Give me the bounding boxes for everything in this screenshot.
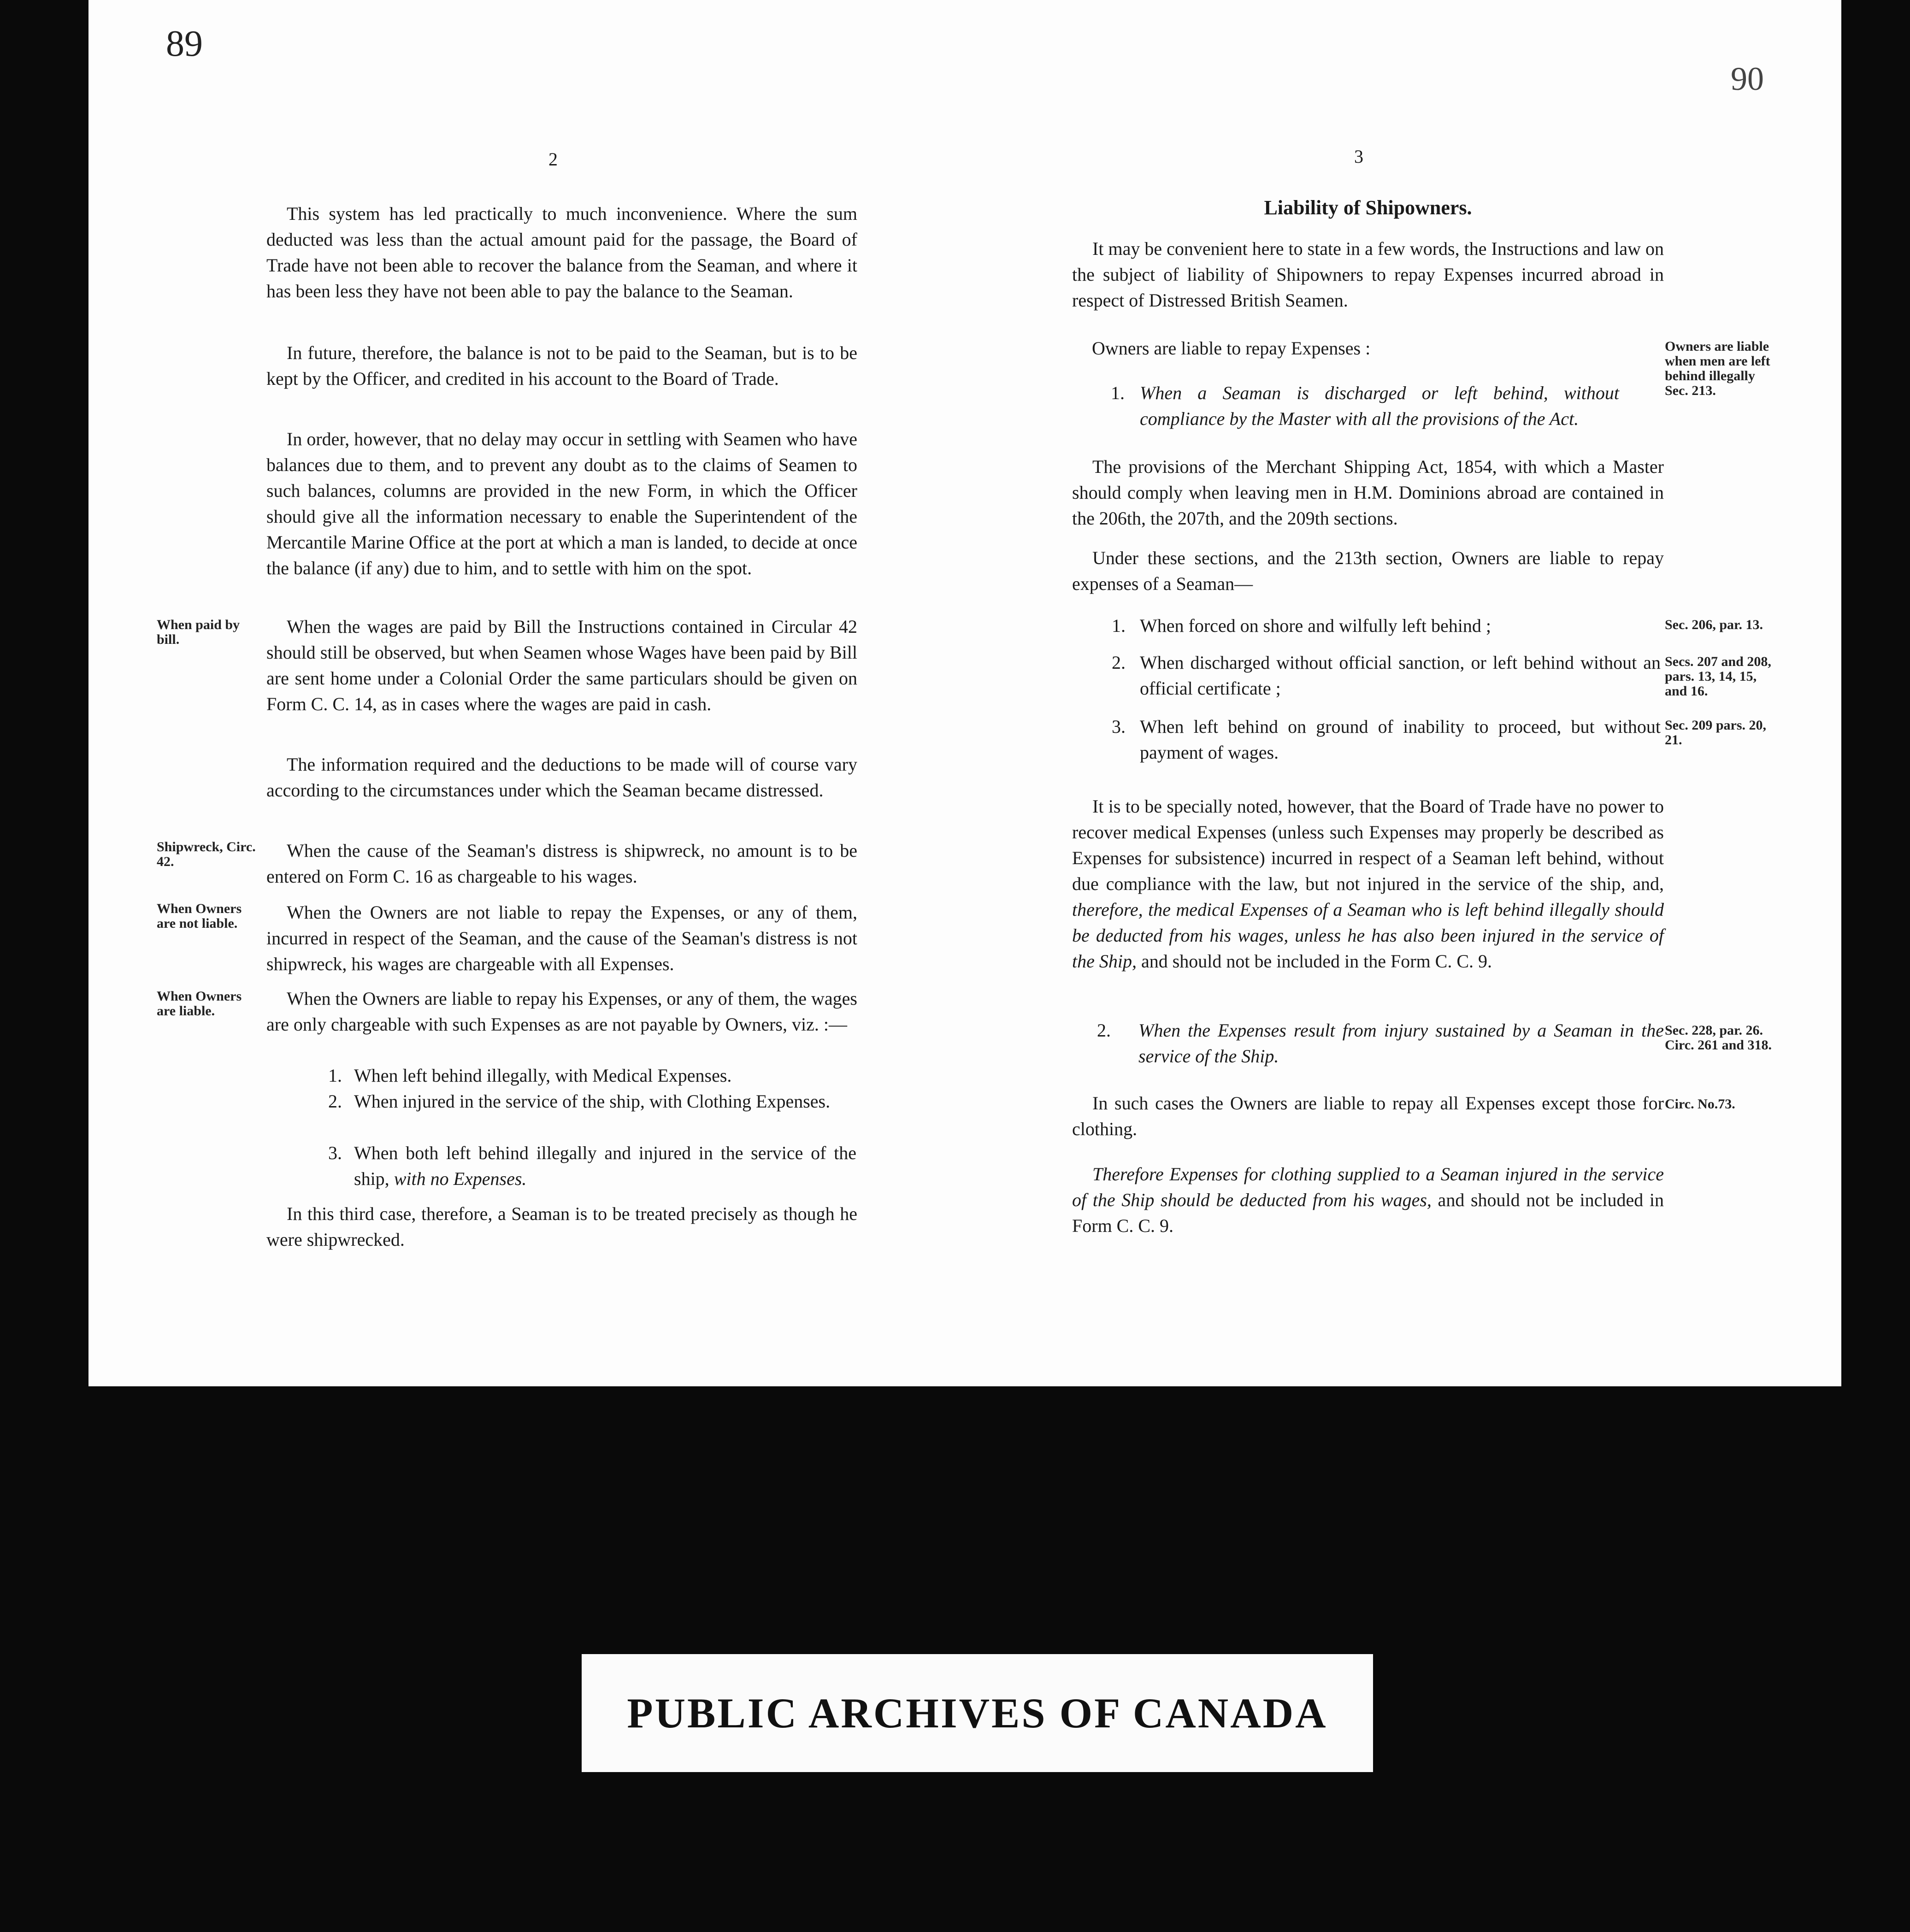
margin-note: Sec. 228, par. 26. Circ. 261 and 318. xyxy=(1665,1023,1772,1053)
paragraph: Owners are liable to repay Expenses : xyxy=(1092,338,1371,359)
list-item xyxy=(354,1140,856,1192)
paragraph-text: and should not be included in Form C. C. 9. xyxy=(1072,1190,1664,1236)
list-item: When left behind on ground of inability to proceed, but without payment of wages. xyxy=(1140,716,1661,763)
margin-note: Sec. 209 pars. 20, 21. xyxy=(1665,718,1766,748)
folio-number-left: 89 xyxy=(166,24,203,64)
paragraph: In future, therefore, the balance is not to be paid to the Seaman, but is to be kept by the Officer, and credited in his account to the Board of Trade. xyxy=(266,342,857,389)
list-item-emphasis: with no Expenses. xyxy=(394,1168,527,1189)
paragraph xyxy=(1072,1161,1664,1239)
page-number-left: 2 xyxy=(548,149,558,170)
list-number: 1. xyxy=(1112,615,1126,636)
list-item: When left behind illegally, with Medical Expenses. xyxy=(354,1065,732,1086)
margin-note: When paid by bill. xyxy=(157,617,240,647)
margin-note: When Owners are liable. xyxy=(157,989,242,1019)
list-number: 2. xyxy=(1112,652,1126,673)
paragraph-emphasis: Therefore Expenses for clothing supplied to a Seaman injured in the service of the Ship should be deducted from his wages, xyxy=(1072,1164,1664,1210)
paragraph: The provisions of the Merchant Shipping Act, 1854, with which a Master should comply when leaving men in H.M. Dominions abroad are contained in the 206th, the 207th, and the 209th sections. xyxy=(1072,456,1664,529)
list-item: When injured in the service of the ship, with Clothing Expenses. xyxy=(354,1091,831,1112)
list-number: 2. xyxy=(328,1091,342,1112)
archive-label: PUBLIC ARCHIVES OF CANADA xyxy=(582,1654,1373,1772)
paragraph-text: It is to be specially noted, however, that the Board of Trade have no power to recover medical Expenses (unless such Expenses may properly be described as Expenses for subsistence) incurred in respect of a Seaman left behind, without due compliance with the law, but not injured in the service of the ship, and, xyxy=(1072,796,1664,894)
paragraph xyxy=(1072,794,1664,974)
paragraph: In this third case, therefore, a Seaman is to be treated precisely as though he were shipwrecked. xyxy=(266,1203,857,1250)
list-number: 2. xyxy=(1097,1020,1111,1041)
list-item-text: When both left behind illegally and injured in the service of the ship, xyxy=(354,1143,856,1189)
list-item: When a Seaman is discharged or left behind, without compliance by the Master with all the provisions of the Act. xyxy=(1140,383,1619,429)
margin-note: Secs. 207 and 208, pars. 13, 14, 15, and 16. xyxy=(1665,654,1771,699)
section-title: Liability of Shipowners. xyxy=(1264,196,1472,219)
paragraph: In such cases the Owners are liable to repay all Expenses except those for clothing. xyxy=(1072,1093,1664,1139)
list-number: 1. xyxy=(1111,383,1125,403)
list-item: When forced on shore and wilfully left behind ; xyxy=(1140,615,1491,636)
paragraph: Under these sections, and the 213th section, Owners are liable to repay expenses of a Seaman— xyxy=(1072,548,1664,594)
paragraph: In order, however, that no delay may occur in settling with Seamen who have balances due to them, and to prevent any doubt as to the claims of Seamen to such balances, columns are provided in the new Form, in which the Officer should give all the information necessary to enable the Superintendent of the Mercantile Marine Office at the port at which a man is landed, to decide at once the balance (if any) due to him, and to settle with him on the spot. xyxy=(266,429,857,578)
margin-note: When Owners are not liable. xyxy=(157,901,242,931)
paragraph: When the Owners are not liable to repay the Expenses, or any of them, incurred in respect of the Seaman, and the cause of the Seaman's distress is not shipwreck, his wages are chargeable with all Expenses. xyxy=(266,902,857,974)
margin-note: Shipwreck, Circ. 42. xyxy=(157,839,256,869)
list-item: When the Expenses result from injury sustained by a Seaman in the service of the Ship. xyxy=(1138,1020,1664,1066)
margin-note: Circ. No.73. xyxy=(1665,1096,1735,1112)
list-number: 3. xyxy=(328,1143,342,1163)
margin-note: Sec. 206, par. 13. xyxy=(1665,617,1763,632)
list-number: 3. xyxy=(1112,716,1126,737)
paragraph: When the wages are paid by Bill the Instructions contained in Circular 42 should still be observed, but when Seamen whose Wages have been paid by Bill are sent home under a Colonial Order the same particulars should be given on Form C. C. 14, as in cases where the wages are paid in cash. xyxy=(266,616,857,714)
paragraph: This system has led practically to much inconvenience. Where the sum deducted was less than the actual amount paid for the passage, the Board of Trade have not been able to recover the balance from the Seaman, and where it has been less they have not been able to pay the balance to the Seaman. xyxy=(266,203,857,301)
paragraph: It may be convenient here to state in a few words, the Instructions and law on the subject of liability of Shipowners to repay Expenses incurred abroad in respect of Distressed British Seamen. xyxy=(1072,238,1664,311)
page-number-right: 3 xyxy=(1354,146,1363,167)
paragraph: When the Owners are liable to repay his Expenses, or any of them, the wages are only chargeable with such Expenses as are not payable by Owners, viz. :— xyxy=(266,988,857,1035)
paragraph-text: and should not be included in the Form C. C. 9. xyxy=(1136,951,1492,972)
paragraph: When the cause of the Seaman's distress is shipwreck, no amount is to be entered on Form C. 16 as chargeable to his wages. xyxy=(266,840,857,887)
paragraph: The information required and the deductions to be made will of course vary according to the circumstances under which the Seaman became distressed. xyxy=(266,754,857,801)
list-item: When discharged without official sanction, or left behind without an official certificate ; xyxy=(1140,652,1661,699)
margin-note: Owners are liable when men are left behind illegally Sec. 213. xyxy=(1665,339,1770,398)
folio-number-right: 90 xyxy=(1731,60,1764,97)
list-number: 1. xyxy=(328,1065,342,1086)
paragraph-emphasis: therefore, the medical Expenses of a Seaman who is left behind illegally should be deducted from his wages, unless he has also been injured in the service of the Ship, xyxy=(1072,899,1664,972)
